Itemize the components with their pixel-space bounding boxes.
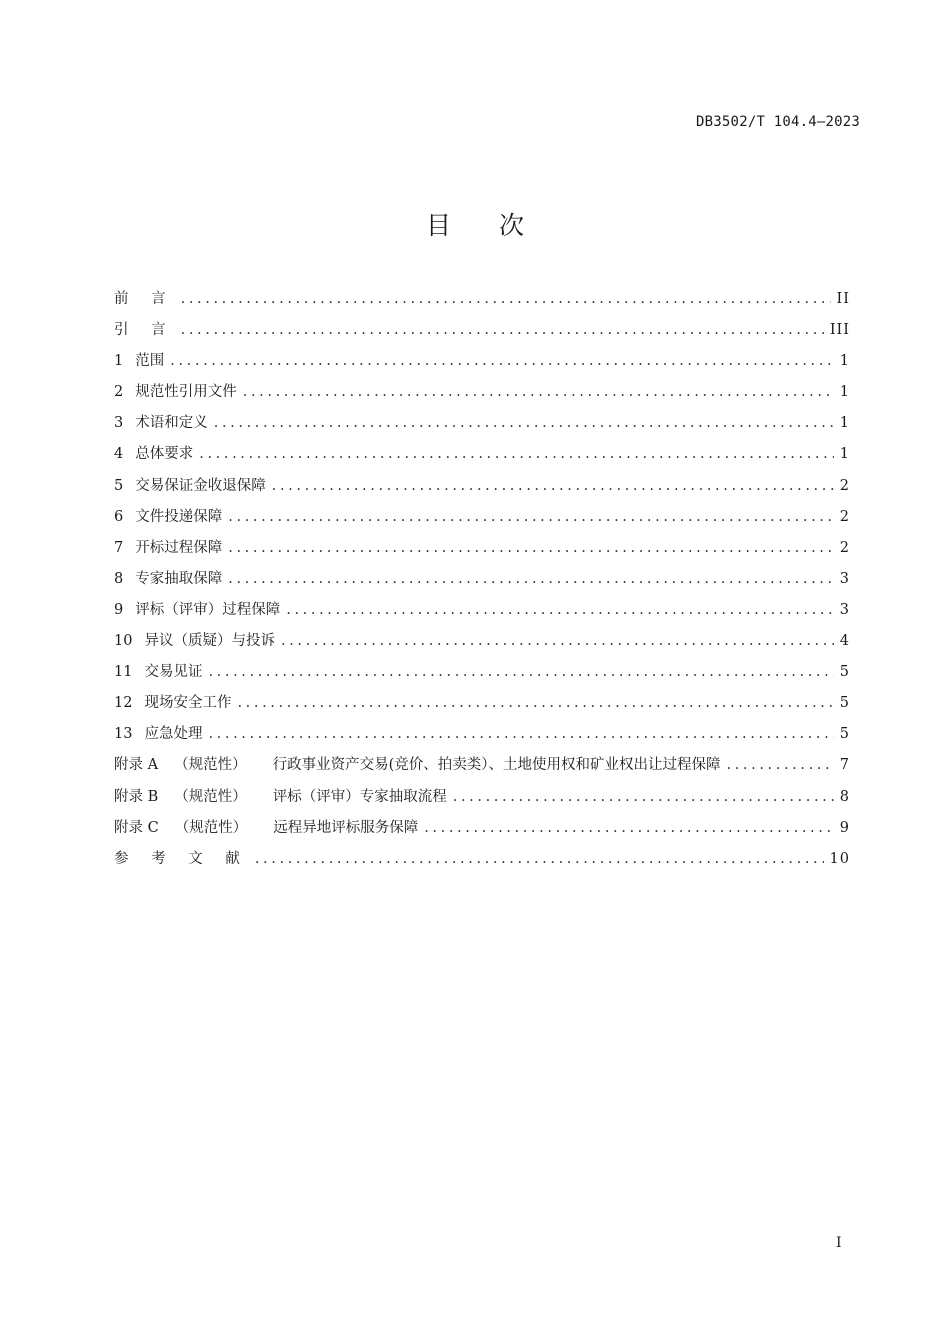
toc-entry-title: 异议（质疑）与投诉 — [144, 633, 275, 650]
toc-entry-page: 1 — [839, 384, 850, 401]
toc-entry-title: 应急处理 — [144, 726, 203, 743]
toc-entry-page: 9 — [839, 819, 850, 836]
toc-entry-title: 评标（评审）专家抽取流程 — [272, 788, 447, 805]
toc-title: 目 次 — [426, 211, 544, 240]
toc-entry-page: III — [829, 322, 850, 339]
toc-entry-number: 3 — [114, 415, 124, 432]
page-number: I — [836, 1235, 842, 1251]
toc-entry-page: 3 — [839, 570, 850, 587]
toc-dot-leader — [199, 439, 834, 470]
toc-entry-number: 附录 B — [114, 788, 159, 805]
toc-entry[interactable] — [114, 377, 850, 408]
toc-entry-title: 总体要求 — [135, 446, 194, 463]
toc-entry-title: 开标过程保障 — [135, 539, 223, 556]
toc-entry[interactable] — [114, 346, 850, 377]
toc-entry-title: 专家抽取保障 — [135, 570, 223, 587]
toc-dot-leader — [170, 346, 834, 377]
toc-entry-page: 2 — [839, 539, 850, 556]
toc-dot-leader — [272, 471, 834, 502]
toc-entry-number: 1 — [114, 353, 124, 370]
toc-entry-number: 9 — [114, 601, 124, 618]
toc-entry-normative-label: （规范性） — [174, 757, 247, 774]
toc-dot-leader — [181, 284, 831, 315]
toc-entry[interactable] — [114, 782, 850, 813]
toc-entry[interactable] — [114, 502, 850, 533]
toc-entry-title: 参 考 文 献 — [114, 850, 249, 867]
toc-entry-number: 12 — [114, 695, 133, 712]
toc-entry-page: 7 — [839, 757, 850, 774]
toc-dot-leader — [424, 813, 834, 844]
toc-entry-title: 引 言 — [114, 322, 175, 339]
toc-entry-page: 10 — [829, 850, 850, 867]
toc-entry[interactable] — [114, 439, 850, 470]
toc-entry-number: 11 — [114, 664, 133, 681]
toc-entry[interactable] — [114, 533, 850, 564]
toc-dot-leader — [228, 533, 834, 564]
toc-entry[interactable] — [114, 688, 850, 719]
toc-entry-page: 4 — [839, 633, 850, 650]
toc-entry-normative-label: （规范性） — [174, 819, 248, 836]
toc-dot-leader — [208, 719, 833, 750]
toc-dot-leader — [237, 688, 833, 719]
toc-entry-page: 5 — [839, 695, 850, 712]
toc-entry-page: 2 — [839, 508, 850, 525]
toc-entry[interactable] — [114, 471, 850, 502]
toc-entry-number: 13 — [114, 726, 133, 743]
toc-entry-number: 2 — [114, 384, 124, 401]
toc-entry-number: 4 — [114, 446, 124, 463]
toc-entry-number: 8 — [114, 570, 124, 587]
toc-entry-number: 5 — [114, 477, 124, 494]
toc-entry-page: 1 — [839, 446, 850, 463]
toc-entry-title: 规范性引用文件 — [135, 384, 237, 401]
toc-entry[interactable] — [114, 719, 850, 750]
toc-entry[interactable] — [114, 315, 850, 346]
toc-entry-page: 5 — [839, 664, 850, 681]
toc-entry[interactable] — [114, 813, 850, 844]
toc-entry-title: 范围 — [135, 353, 165, 370]
toc-entry-normative-label: （规范性） — [174, 788, 247, 805]
toc-entry[interactable] — [114, 844, 850, 875]
toc-dot-leader — [255, 844, 824, 875]
toc-dot-leader — [243, 377, 834, 408]
toc-dot-leader — [208, 657, 833, 688]
toc-entry-number: 10 — [114, 633, 133, 650]
toc-entry[interactable] — [114, 595, 850, 626]
toc-entry-number: 6 — [114, 508, 124, 525]
toc-entry[interactable] — [114, 750, 850, 781]
toc-dot-leader — [281, 626, 834, 657]
toc-dot-leader — [214, 408, 834, 439]
toc-entry-page: 8 — [839, 788, 850, 805]
toc-entry-number: 7 — [114, 539, 124, 556]
toc-entry-page: II — [836, 291, 850, 307]
toc-dot-leader — [727, 750, 834, 781]
toc-dot-leader — [453, 782, 834, 813]
toc-entry-title: 现场安全工作 — [144, 695, 232, 712]
toc-entry-title: 交易见证 — [144, 664, 203, 681]
toc-entry[interactable] — [114, 657, 850, 688]
toc-entry-title: 远程异地评标服务保障 — [273, 819, 419, 836]
toc-entry-page: 5 — [839, 726, 850, 743]
toc-entry-title: 评标（评审）过程保障 — [135, 601, 281, 618]
toc-entry-page: 2 — [839, 477, 850, 494]
toc-entry-page: 3 — [839, 601, 850, 618]
toc-entry-page: 1 — [839, 353, 850, 370]
toc-dot-leader — [228, 502, 834, 533]
toc-entry-page: 1 — [839, 415, 850, 432]
toc-entry-title: 术语和定义 — [135, 415, 208, 432]
toc-entry[interactable] — [114, 626, 850, 657]
toc-entry-number: 附录 C — [114, 819, 159, 836]
toc-entry-number: 附录 A — [114, 757, 159, 774]
toc-dot-leader — [181, 315, 824, 346]
toc-entry-title: 交易保证金收退保障 — [135, 477, 266, 494]
toc-entry[interactable] — [114, 564, 850, 595]
toc-entry-title: 文件投递保障 — [135, 508, 223, 525]
toc-dot-leader — [228, 564, 834, 595]
toc-dot-leader — [286, 595, 834, 626]
toc-entry[interactable] — [114, 408, 850, 439]
toc-entry-title: 前 言 — [114, 291, 175, 307]
document-code: DB3502/T 104.4—2023 — [696, 114, 860, 130]
table-of-contents — [114, 284, 850, 875]
toc-entry-title: 行政事业资产交易(竞价、拍卖类）、土地使用权和矿业权出让过程保障 — [272, 757, 721, 774]
toc-entry[interactable] — [114, 284, 850, 315]
